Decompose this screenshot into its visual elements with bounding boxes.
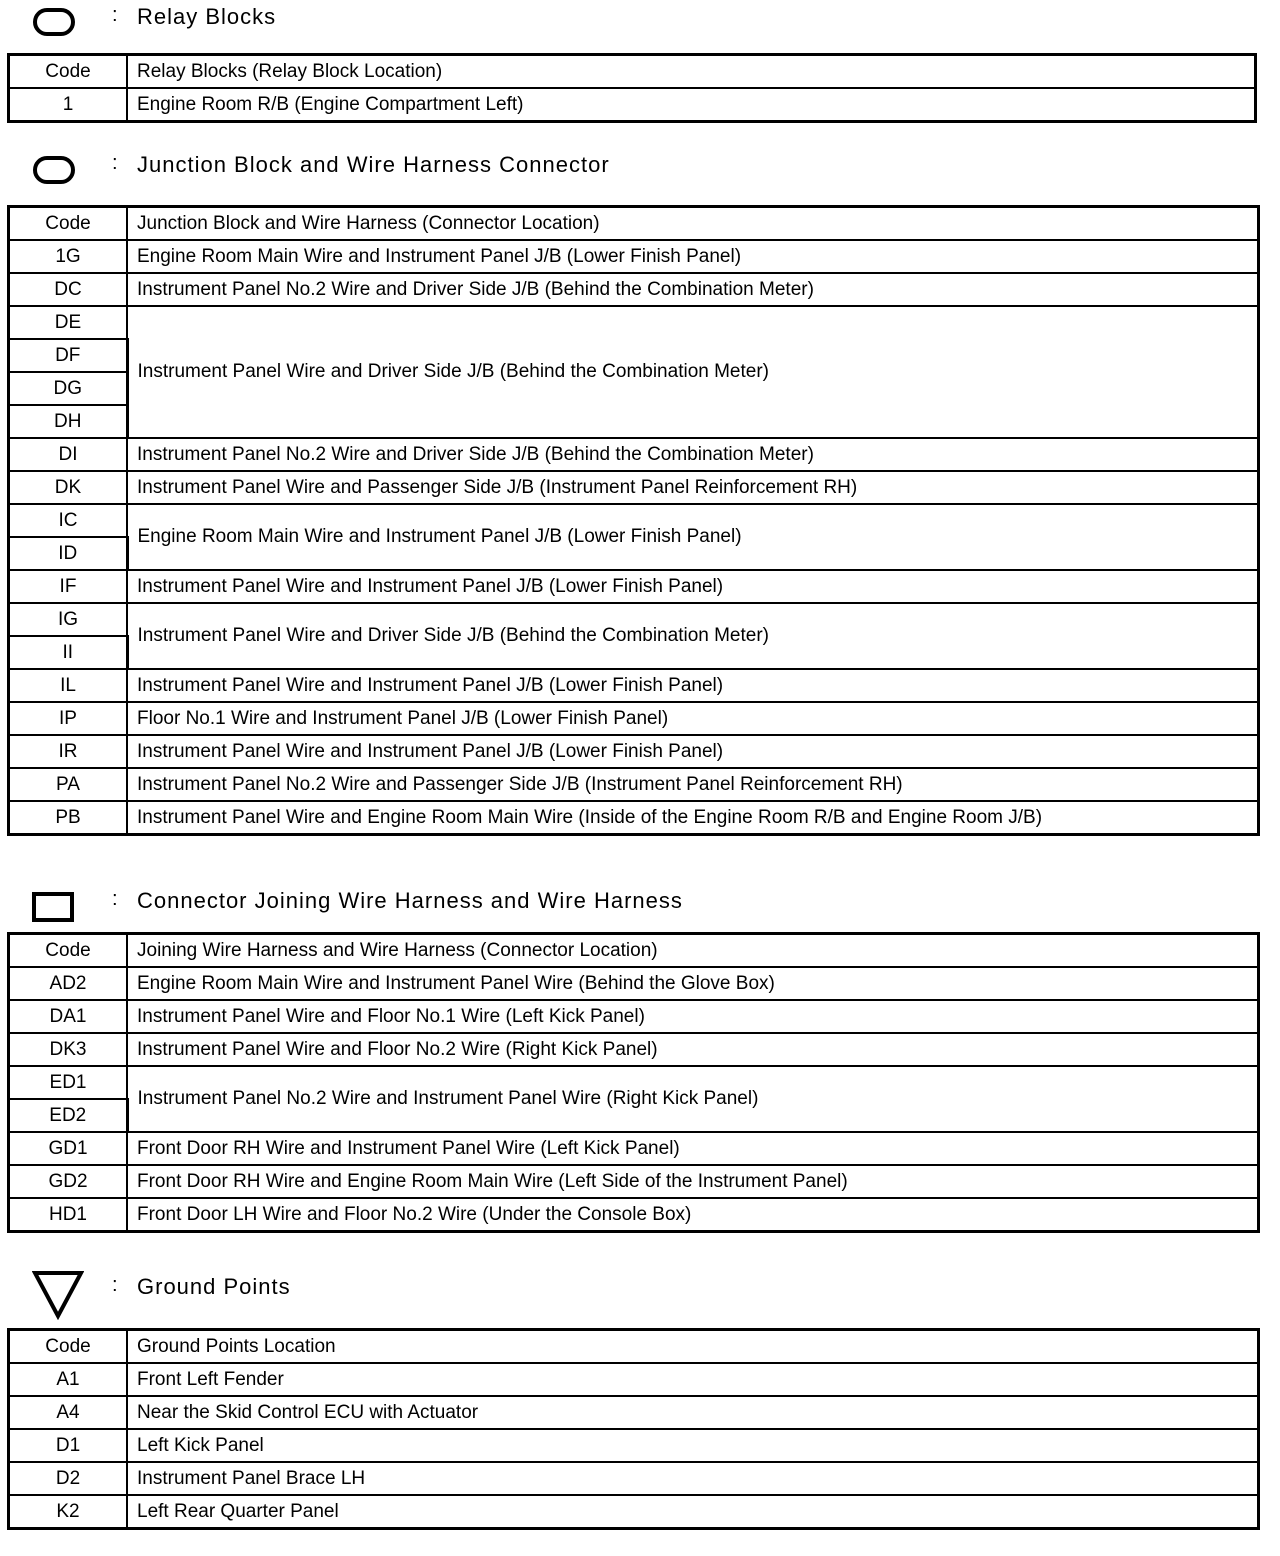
header-description: Ground Points Location xyxy=(127,1330,1259,1364)
row-code: DF xyxy=(9,339,128,372)
table-row xyxy=(9,1165,1259,1198)
ground-section-header xyxy=(0,1270,1280,1310)
connector-symbol-icon xyxy=(32,892,74,922)
row-code: ED1 xyxy=(9,1066,128,1099)
row-code: D2 xyxy=(9,1462,128,1495)
table-row xyxy=(9,669,1259,702)
table-header-row xyxy=(9,934,1259,968)
row-description: Instrument Panel No.2 Wire and Driver Side J/B (Behind the Combination Meter) xyxy=(127,438,1259,471)
row-description: Instrument Panel Wire and Passenger Side J/B (Instrument Panel Reinforcement RH) xyxy=(127,471,1259,504)
row-description: Engine Room Main Wire and Instrument Panel Wire (Behind the Glove Box) xyxy=(127,967,1259,1000)
table-row xyxy=(9,88,1256,122)
row-description: Instrument Panel No.2 Wire and Driver Side J/B (Behind the Combination Meter) xyxy=(127,273,1259,306)
row-code: DE xyxy=(9,306,128,339)
row-code: II xyxy=(9,636,128,669)
table-row xyxy=(9,1396,1259,1429)
row-description: Front Left Fender xyxy=(127,1363,1259,1396)
row-code: IR xyxy=(9,735,128,768)
row-description: Near the Skid Control ECU with Actuator xyxy=(127,1396,1259,1429)
row-description: Instrument Panel Wire and Floor No.2 Wire (Right Kick Panel) xyxy=(127,1033,1259,1066)
row-code: IP xyxy=(9,702,128,735)
table-row xyxy=(9,702,1259,735)
table-row xyxy=(9,1033,1259,1066)
row-code: HD1 xyxy=(9,1198,128,1232)
table-header-row xyxy=(9,55,1256,89)
table-row xyxy=(9,603,1259,636)
joining-section-header xyxy=(0,884,1280,924)
relay-section-header xyxy=(0,0,1280,40)
row-code: AD2 xyxy=(9,967,128,1000)
row-description: Instrument Panel Wire and Engine Room Main Wire (Inside of the Engine Room R/B and Engine Room J/B) xyxy=(127,801,1259,835)
row-description: Engine Room Main Wire and Instrument Panel J/B (Lower Finish Panel) xyxy=(127,504,1259,570)
table-row xyxy=(9,504,1259,537)
relay-table xyxy=(7,53,1257,123)
row-code: A4 xyxy=(9,1396,128,1429)
row-description: Instrument Panel Wire and Instrument Panel J/B (Lower Finish Panel) xyxy=(127,669,1259,702)
header-code: Code xyxy=(9,1330,128,1364)
table-row xyxy=(9,967,1259,1000)
row-description: Instrument Panel Wire and Floor No.1 Wire (Left Kick Panel) xyxy=(127,1000,1259,1033)
row-description: Left Kick Panel xyxy=(127,1429,1259,1462)
junction-section-header xyxy=(0,148,1280,188)
table-row xyxy=(9,735,1259,768)
table-row xyxy=(9,1462,1259,1495)
row-description: Instrument Panel No.2 Wire and Instrument Panel Wire (Right Kick Panel) xyxy=(127,1066,1259,1132)
row-code: PA xyxy=(9,768,128,801)
table-row xyxy=(9,471,1259,504)
joining-colon: : xyxy=(112,888,118,910)
table-row xyxy=(9,240,1259,273)
table-row xyxy=(9,1000,1259,1033)
row-code: DC xyxy=(9,273,128,306)
row-code: DH xyxy=(9,405,128,438)
row-description: Floor No.1 Wire and Instrument Panel J/B (Lower Finish Panel) xyxy=(127,702,1259,735)
row-description: Left Rear Quarter Panel xyxy=(127,1495,1259,1529)
junction-block-symbol-icon xyxy=(33,156,75,184)
table-row xyxy=(9,1495,1259,1529)
row-code: GD1 xyxy=(9,1132,128,1165)
table-row xyxy=(9,1066,1259,1099)
junction-table xyxy=(7,205,1260,836)
row-code: ED2 xyxy=(9,1099,128,1132)
header-code: Code xyxy=(9,934,128,968)
ground-point-triangle-icon xyxy=(32,1270,84,1320)
header-description: Relay Blocks (Relay Block Location) xyxy=(127,55,1256,89)
relay-colon: : xyxy=(112,4,118,26)
row-code: IF xyxy=(9,570,128,603)
row-code: DK xyxy=(9,471,128,504)
row-code: D1 xyxy=(9,1429,128,1462)
table-row xyxy=(9,438,1259,471)
table-row xyxy=(9,1429,1259,1462)
table-header-row xyxy=(9,1330,1259,1364)
row-description: Instrument Panel Wire and Driver Side J/B (Behind the Combination Meter) xyxy=(127,603,1259,669)
row-code: GD2 xyxy=(9,1165,128,1198)
ground-section-title: Ground Points xyxy=(137,1274,291,1299)
table-row xyxy=(9,1363,1259,1396)
row-code: IC xyxy=(9,504,128,537)
row-description: Front Door RH Wire and Instrument Panel Wire (Left Kick Panel) xyxy=(127,1132,1259,1165)
table-header-row xyxy=(9,207,1259,241)
table-row xyxy=(9,273,1259,306)
relay-block-symbol-icon xyxy=(33,8,75,36)
row-code: 1 xyxy=(9,88,128,122)
header-code: Code xyxy=(9,55,128,89)
row-description: Front Door LH Wire and Floor No.2 Wire (Under the Console Box) xyxy=(127,1198,1259,1232)
header-description: Junction Block and Wire Harness (Connector Location) xyxy=(127,207,1259,241)
table-row xyxy=(9,768,1259,801)
row-description: Front Door RH Wire and Engine Room Main Wire (Left Side of the Instrument Panel) xyxy=(127,1165,1259,1198)
row-code: DI xyxy=(9,438,128,471)
table-row xyxy=(9,306,1259,339)
row-code: IG xyxy=(9,603,128,636)
ground-table xyxy=(7,1328,1260,1530)
table-row xyxy=(9,801,1259,835)
row-code: K2 xyxy=(9,1495,128,1529)
table-row xyxy=(9,1198,1259,1232)
row-description: Instrument Panel Wire and Driver Side J/B (Behind the Combination Meter) xyxy=(127,306,1259,438)
header-code: Code xyxy=(9,207,128,241)
row-code: DG xyxy=(9,372,128,405)
row-description: Instrument Panel Brace LH xyxy=(127,1462,1259,1495)
ground-colon: : xyxy=(112,1274,118,1296)
row-description: Instrument Panel Wire and Instrument Panel J/B (Lower Finish Panel) xyxy=(127,735,1259,768)
joining-section-title: Connector Joining Wire Harness and Wire Harness xyxy=(137,888,683,913)
table-row xyxy=(9,1132,1259,1165)
row-code: IL xyxy=(9,669,128,702)
row-description: Engine Room R/B (Engine Compartment Left) xyxy=(127,88,1256,122)
row-code: PB xyxy=(9,801,128,835)
row-description: Engine Room Main Wire and Instrument Panel J/B (Lower Finish Panel) xyxy=(127,240,1259,273)
row-description: Instrument Panel No.2 Wire and Passenger Side J/B (Instrument Panel Reinforcement RH) xyxy=(127,768,1259,801)
row-code: ID xyxy=(9,537,128,570)
row-code: 1G xyxy=(9,240,128,273)
junction-colon: : xyxy=(112,152,118,174)
junction-section-title: Junction Block and Wire Harness Connector xyxy=(137,152,610,177)
row-code: A1 xyxy=(9,1363,128,1396)
joining-table xyxy=(7,932,1260,1233)
row-code: DA1 xyxy=(9,1000,128,1033)
table-row xyxy=(9,570,1259,603)
row-description: Instrument Panel Wire and Instrument Panel J/B (Lower Finish Panel) xyxy=(127,570,1259,603)
relay-section-title: Relay Blocks xyxy=(137,4,277,29)
header-description: Joining Wire Harness and Wire Harness (Connector Location) xyxy=(127,934,1259,968)
row-code: DK3 xyxy=(9,1033,128,1066)
